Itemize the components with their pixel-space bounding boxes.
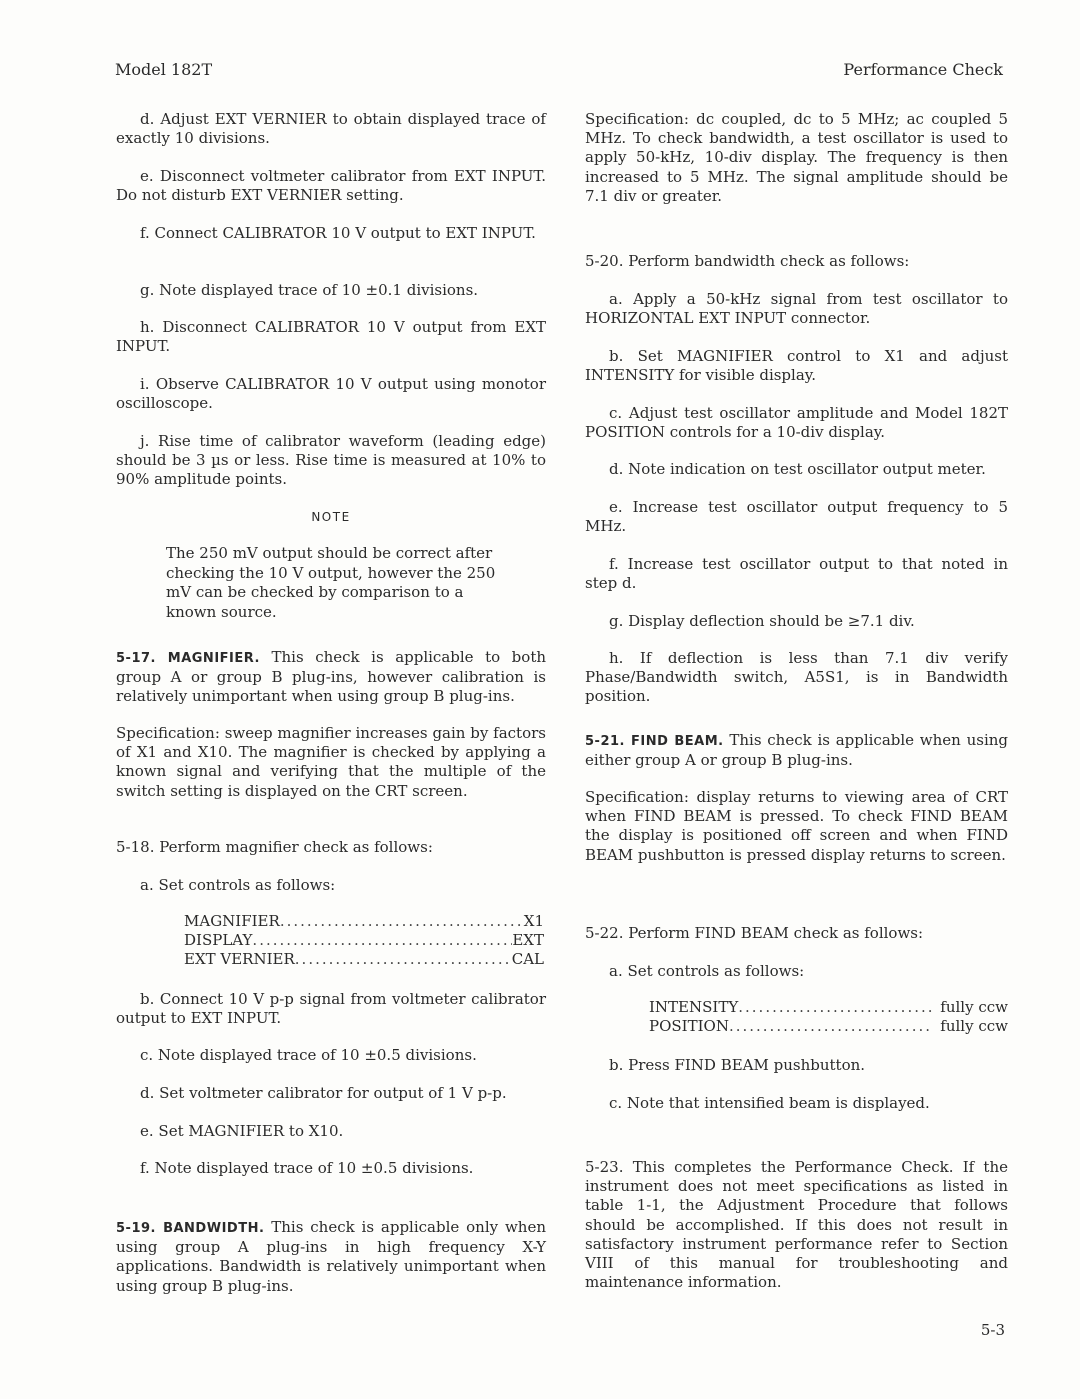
leader-dots — [729, 1017, 932, 1036]
step-5-20-c: c. Adjust test oscillator amplitude and Model 182T POSITION controls for a 10-div display. — [585, 404, 1008, 442]
control-name: POSITION — [649, 1017, 729, 1035]
control-value: fully ccw — [940, 998, 1008, 1016]
control-value: X1 — [523, 912, 544, 930]
step-5-18-b: b. Connect 10 V p-p signal from voltmeter calibrator output to EXT INPUT. — [116, 990, 546, 1028]
step-5-22-a: a. Set controls as follows: — [609, 962, 805, 980]
note-title: NOTE — [311, 510, 351, 524]
step-j: j. Rise time of calibrator waveform (leading edge) should be 3 µs or less. Rise time is measured at 10% to 90% amplitude points. — [116, 432, 546, 489]
step-g: g. Note displayed trace of 10 ±0.1 divisions. — [140, 281, 479, 299]
section-5-17 — [116, 648, 546, 707]
leader-dots — [738, 998, 932, 1017]
control-name: MAGNIFIER — [184, 912, 280, 930]
control-row — [184, 931, 544, 950]
page-number: 5-3 — [980, 1321, 1005, 1339]
step-i: i. Observe CALIBRATOR 10 V output using monotor oscilloscope. — [116, 375, 546, 413]
section-5-21-text: This check is applicable when using either group A or group B plug-ins. — [585, 731, 1009, 770]
step-5-18-c: c. Note displayed trace of 10 ±0.5 divisions. — [140, 1046, 477, 1064]
step-5-18: 5-18. Perform magnifier check as follows: — [116, 838, 433, 856]
section-5-19-heading: 5-19. BANDWIDTH. — [116, 1221, 265, 1236]
control-value: EXT — [512, 931, 544, 949]
step-5-18-e: e. Set MAGNIFIER to X10. — [140, 1122, 344, 1140]
step-e: e. Disconnect voltmeter calibrator from EXT INPUT. Do not disturb EXT VERNIER setting. — [116, 167, 546, 205]
header-model: Model 182T — [115, 60, 213, 79]
control-name: INTENSITY — [649, 998, 739, 1016]
leader-dots — [295, 950, 512, 969]
control-name: EXT VERNIER — [184, 950, 295, 968]
step-d: d. Adjust EXT VERNIER to obtain displayed trace of exactly 10 divisions. — [116, 110, 546, 148]
step-h: h. Disconnect CALIBRATOR 10 V output from EXT INPUT. — [116, 318, 546, 356]
step-5-22: 5-22. Perform FIND BEAM check as follows: — [585, 924, 924, 942]
step-5-18-a: a. Set controls as follows: — [140, 876, 336, 894]
header-section: Performance Check — [843, 60, 1003, 79]
control-name: DISPLAY — [184, 931, 253, 949]
leader-dots — [280, 912, 524, 931]
control-row — [184, 912, 544, 931]
step-5-20-h: h. If deflection is less than 7.1 div verify Phase/Bandwidth switch, A5S1, is in Bandwidth position. — [585, 649, 1008, 706]
step-5-18-f: f. Note displayed trace of 10 ±0.5 divisions. — [140, 1159, 474, 1177]
spec-find-beam: Specification: display returns to viewing area of CRT when FIND BEAM is pressed. To check FIND BEAM the display is positioned off screen and when FIND BEAM pushbutton is pressed display returns to screen. — [585, 788, 1008, 864]
step-f: f. Connect CALIBRATOR 10 V output to EXT INPUT. — [140, 224, 536, 242]
control-value: fully ccw — [940, 1017, 1008, 1035]
step-5-20-f: f. Increase test oscillator output to that noted in step d. — [585, 555, 1008, 593]
step-5-22-c: c. Note that intensified beam is displayed. — [609, 1094, 930, 1112]
step-5-20-d: d. Note indication on test oscillator output meter. — [609, 460, 986, 478]
section-5-19-text: This check is applicable only when using group A plug-ins in high frequency X-Y applications. Bandwidth is relatively unimportant when using group B plug-ins. — [116, 1218, 546, 1295]
note-body: The 250 mV output should be correct after checking the 10 V output, however the 250 mV can be checked by comparison to a known source. — [166, 544, 496, 621]
step-5-20: 5-20. Perform bandwidth check as follows: — [585, 252, 910, 270]
controls-table-magnifier — [184, 912, 544, 969]
step-5-20-b: b. Set MAGNIFIER control to X1 and adjust INTENSITY for visible display. — [585, 347, 1008, 385]
control-row — [649, 1017, 1008, 1036]
section-5-17-heading: 5-17. MAGNIFIER. — [116, 651, 260, 666]
control-value: CAL — [511, 950, 544, 968]
spec-bandwidth: Specification: dc coupled, dc to 5 MHz; ac coupled 5 MHz. To check bandwidth, a test oscillator is used to apply 50-kHz, 10-div display. The frequency is then increased to 5 MHz. The signal amplitude should be 7.1 div or greater. — [585, 110, 1008, 205]
step-5-23: 5-23. This completes the Performance Check. If the instrument does not meet specifications as listed in table 1-1, the Adjustment Procedure that follows should be accomplished. If this does not result in satisfactory instrument performance refer to Section VIII of this manual for troubleshooting and maintenance information. — [585, 1158, 1008, 1292]
leader-dots — [252, 931, 512, 950]
control-row — [184, 950, 544, 969]
section-5-17-text: This check is applicable to both group A or group B plug-ins, however calibration is relatively unimportant when using group B plug-ins. — [116, 648, 547, 706]
section-5-21-heading: 5-21. FIND BEAM. — [585, 734, 724, 749]
section-5-21 — [585, 731, 1008, 770]
step-5-22-b: b. Press FIND BEAM pushbutton. — [609, 1056, 866, 1074]
step-5-20-a: a. Apply a 50-kHz signal from test oscillator to HORIZONTAL EXT INPUT connector. — [585, 290, 1008, 328]
step-5-20-g: g. Display deflection should be ≥7.1 div. — [609, 612, 915, 630]
spec-magnifier: Specification: sweep magnifier increases gain by factors of X1 and X10. The magnifier is checked by applying a known signal and verifying that the multiple of the switch setting is displayed on the CRT screen. — [116, 724, 546, 800]
controls-table-find-beam — [649, 998, 1008, 1036]
section-5-19 — [116, 1218, 546, 1296]
step-5-20-e: e. Increase test oscillator output frequency to 5 MHz. — [585, 498, 1008, 536]
step-5-18-d: d. Set voltmeter calibrator for output of 1 V p-p. — [140, 1084, 507, 1102]
control-row — [649, 998, 1008, 1017]
